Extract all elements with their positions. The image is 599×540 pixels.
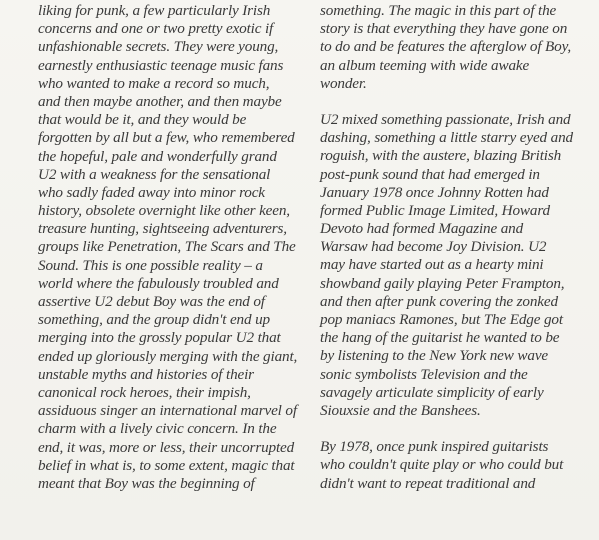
paragraph (320, 111, 595, 420)
text-line: and then after punk covering the zonked (320, 292, 558, 310)
text-line: ended up gloriously merging with the giant, (38, 347, 298, 365)
text-line: post-punk sound that had emerged in (320, 165, 540, 183)
text-line: merging into the grossly popular U2 that (38, 329, 281, 347)
text-line: may have started out as a hearty mini (320, 256, 544, 274)
text-line: who sadly faded away into minor rock (38, 183, 265, 201)
text-line: Devoto had formed Magazine and (320, 220, 524, 238)
text-line: Warsaw had become Joy Division. U2 (320, 238, 547, 256)
text-line: showband gaily playing Peter Frampton, (320, 274, 565, 292)
text-line: forgotten by all but a few, who remembered (38, 129, 295, 147)
text-line: world where the fabulously troubled and (38, 274, 279, 292)
text-line: U2 with a weakness for the sensational (38, 165, 271, 183)
text-line: unfashionable secrets. They were young, (38, 38, 279, 56)
text-line: Siouxsie and the Banshees. (320, 401, 481, 419)
text-line: meant that Boy was the beginning of (38, 474, 255, 492)
text-line: pop maniacs Ramones, but The Edge got (320, 311, 563, 328)
text-line: and then maybe another, and then maybe (38, 92, 282, 110)
left-column (38, 2, 310, 493)
text-line: treasure hunting, sightseeing adventurers, (38, 220, 287, 238)
paragraph-gap (320, 420, 595, 438)
text-line: who couldn't quite play or who could but (320, 456, 564, 474)
text-line: belief in what is, to some extent, magic that (38, 456, 295, 474)
text-line: dashing, something a little starry eyed and (320, 129, 573, 147)
paragraph-gap (320, 93, 595, 111)
text-line: groups like Penetration, The Scars and The (38, 238, 296, 256)
text-line: roguish, with the austere, blazing British (320, 147, 562, 165)
text-line: sonic symbolists Television and the (320, 365, 528, 383)
text-line: the hang of the guitarist he wanted to be (320, 329, 560, 347)
text-line: story is that everything they have gone on (320, 20, 568, 38)
text-line: earnestly enthusiastic teenage music fans (38, 56, 284, 74)
text-line: savagely articulate simplicity of early (320, 383, 544, 401)
text-line: something. The magic in this part of the (320, 2, 557, 19)
text-line: Sound. This is one possible reality – a (38, 256, 263, 274)
text-line: the hopeful, pale and wonderfully grand (38, 147, 277, 165)
text-line: liking for punk, a few particularly Irish (38, 2, 271, 19)
text-line: concerns and one or two pretty exotic if (38, 20, 274, 38)
text-line: that would be it, and they would be (38, 111, 247, 129)
text-line: By 1978, once punk inspired guitarists (320, 438, 549, 456)
text-line: something, and the group didn't end up (38, 311, 270, 329)
text-line: U2 mixed something passionate, Irish and (320, 110, 571, 128)
paragraph (320, 438, 595, 493)
text-line: formed Public Image Limited, Howard (320, 201, 550, 219)
text-line: January 1978 once Johnny Rotten had (320, 183, 549, 201)
text-line: who wanted to make a record so much, (38, 74, 270, 92)
text-line: charm with a lively civic concern. In the (38, 420, 277, 438)
text-line: didn't want to repeat traditional and (320, 474, 536, 492)
text-line: canonical rock heroes, their impish, (38, 383, 251, 401)
text-line: an album teeming with wide awake (320, 56, 530, 74)
text-line: unstable myths and histories of their (38, 365, 254, 383)
text-line: history, obsolete overnight like other keen, (38, 202, 290, 220)
text-line: to do and be features the afterglow of Boy, (320, 38, 572, 56)
text-line: wonder. (320, 74, 367, 92)
paragraph (320, 2, 595, 93)
text-line: by listening to the New York new wave (320, 347, 549, 365)
right-column (320, 2, 595, 493)
text-line: assertive U2 debut Boy was the end of (38, 293, 265, 310)
text-line: assiduous singer an international marvel of (38, 402, 297, 420)
text-line: end, it was, more or less, their uncorrupted (38, 438, 295, 456)
